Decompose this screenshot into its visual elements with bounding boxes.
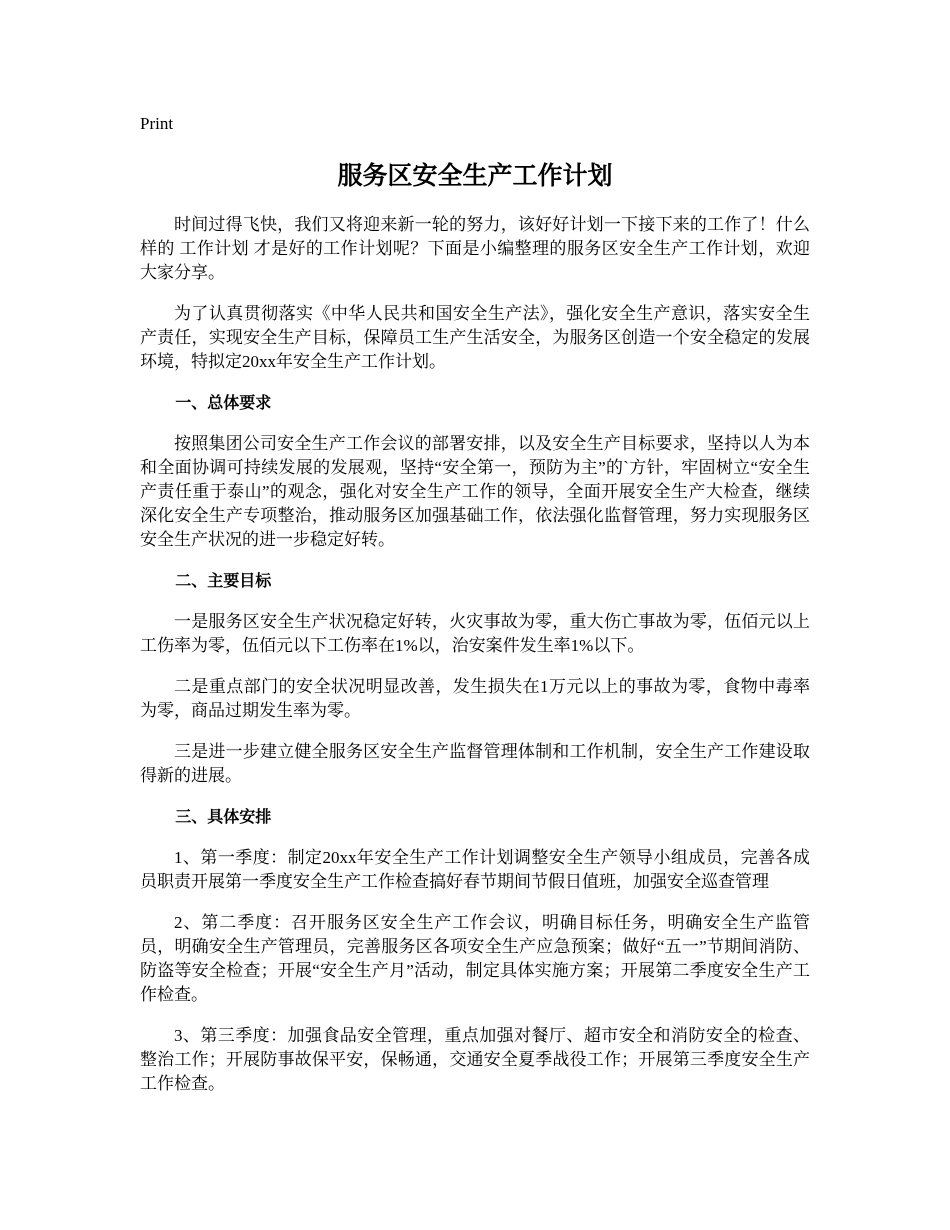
main-goals-paragraph-1: 一是服务区安全生产状况稳定好转，火灾事故为零，重大伤亡事故为零，伍佰元以上工伤率为零，伍佰元以下工伤率在1%以，治安案件发生率1%以下。 bbox=[140, 612, 810, 655]
arrangement-q3-paragraph: 3、第三季度：加强食品安全管理，重点加强对餐厅、超市安全和消防安全的检查、整治工作；开展防事故保平安，保畅通，交通安全夏季战役工作；开展第三季度安全生产工作检查。 bbox=[140, 1026, 810, 1093]
arrangement-q2-paragraph: 2、第二季度：召开服务区安全生产工作会议，明确目标任务，明确安全生产监管员，明确安全生产管理员，完善服务区各项安全生产应急预案；做好“五一”节期间消防、防盗等安全检查；开展“安全生产月”活动，制定具体实施方案；开展第二季度安全生产工作检查。 bbox=[140, 913, 810, 1004]
main-goals-paragraph-3: 三是进一步建立健全服务区安全生产监督管理体制和工作机制，安全生产工作建设取得新的进展。 bbox=[140, 742, 810, 785]
section-heading-specific-arrangements: 三、具体安排 bbox=[175, 807, 272, 826]
document-body bbox=[140, 213, 810, 1113]
section-heading-main-goals: 二、主要目标 bbox=[175, 571, 272, 590]
general-requirements-paragraph: 按照集团公司安全生产工作会议的部署安排，以及安全生产目标要求，坚持以人为本和全面协调可持续发展的发展观，坚持“安全第一，预防为主”的`方针，牢固树立“安全生产责任重于泰山”的观念，强化对安全生产工作的领导，全面开展安全生产大检查，继续深化安全生产专项整治，推动服务区加强基础工作，依法强化监督管理，努力实现服务区安全生产状况的进一步稳定好转。 bbox=[140, 434, 810, 549]
intro-paragraph-2: 为了认真贯彻落实《中华人民共和国安全生产法》，强化安全生产意识，落实安全生产责任，实现安全生产目标，保障员工生产生活安全，为服务区创造一个安全稳定的发展环境，特拟定20xx年安全生产工作计划。 bbox=[140, 304, 810, 371]
arrangement-q1-paragraph: 1、第一季度：制定20xx年安全生产工作计划调整安全生产领导小组成员，完善各成员职责开展第一季度安全生产工作检查搞好春节期间节假日值班，加强安全巡查管理 bbox=[140, 848, 810, 891]
print-label: Print bbox=[140, 114, 174, 133]
intro-paragraph-1: 时间过得飞快，我们又将迎来新一轮的努力，该好好计划一下接下来的工作了！什么样的 工作计划 才是好的工作计划呢？下面是小编整理的服务区安全生产工作计划，欢迎大家分享。 bbox=[140, 215, 810, 282]
section-heading-general-requirements: 一、总体要求 bbox=[175, 393, 272, 412]
main-goals-paragraph-2: 二是重点部门的安全状况明显改善，发生损失在1万元以上的事故为零，食物中毒率为零，商品过期发生率为零。 bbox=[140, 677, 810, 720]
document-title: 服务区安全生产工作计划 bbox=[337, 161, 613, 190]
